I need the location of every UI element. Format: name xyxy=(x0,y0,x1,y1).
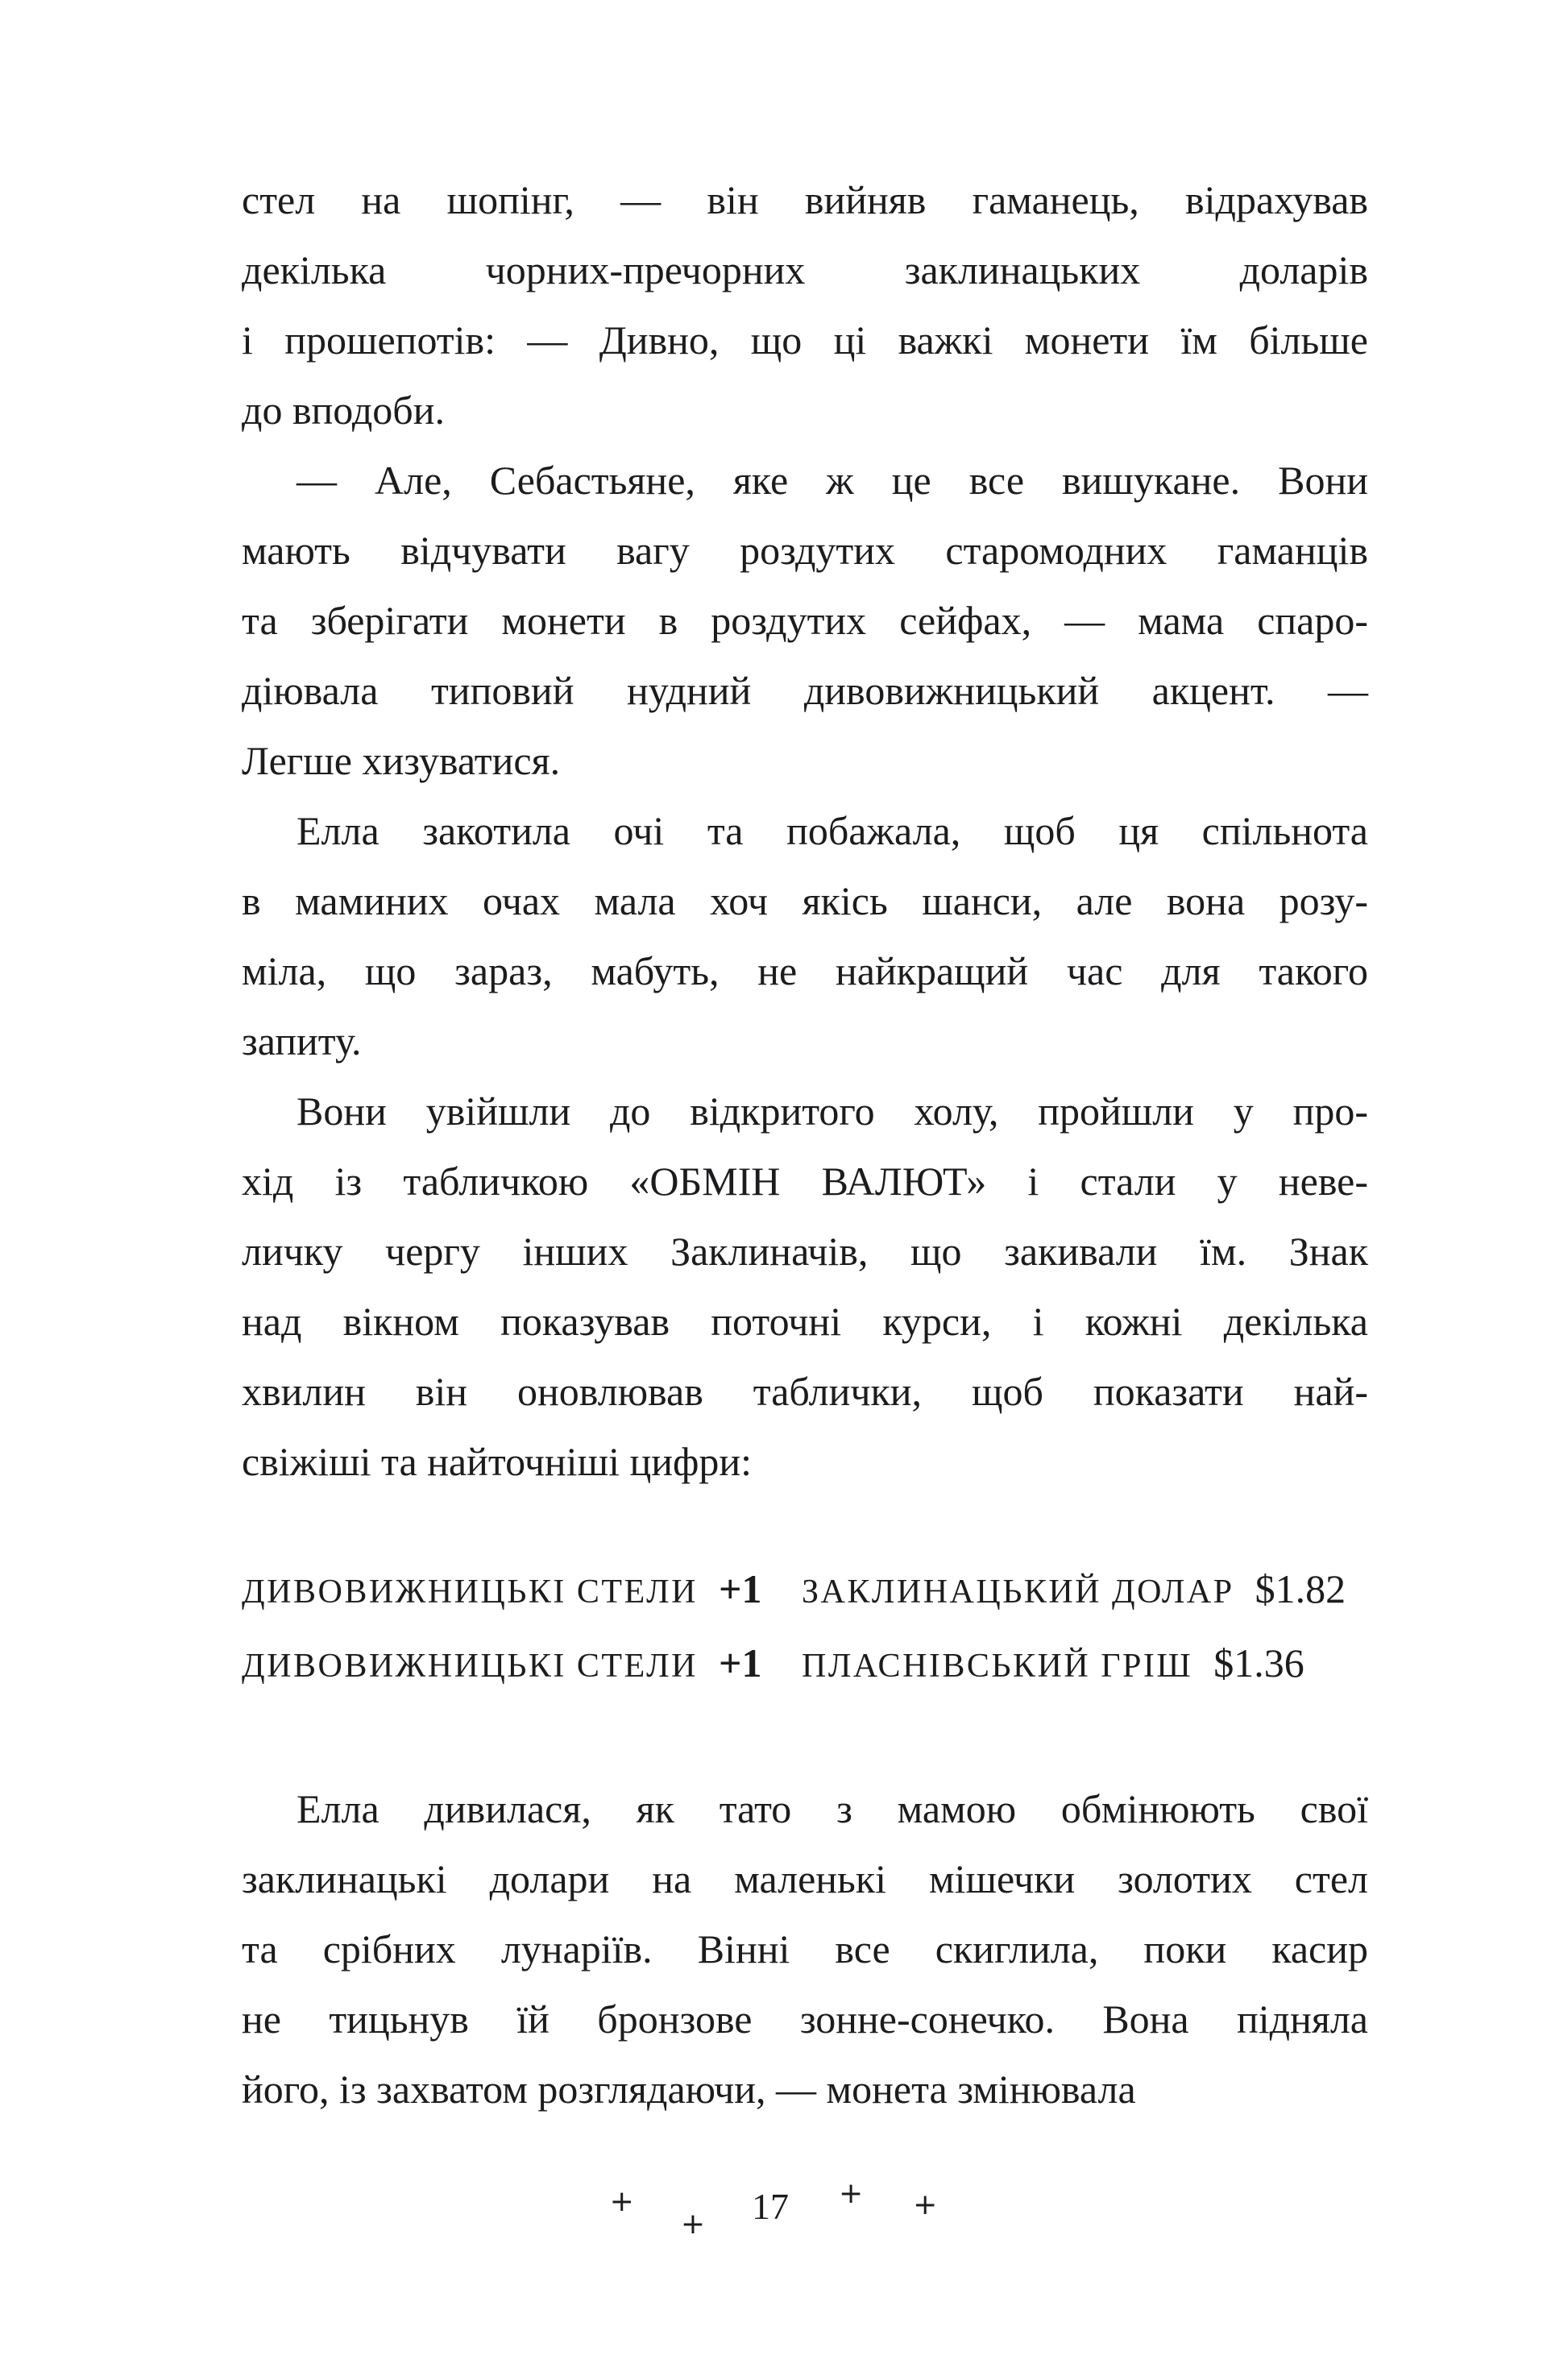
rate-pair-left xyxy=(242,1627,802,1702)
paragraph-3 xyxy=(242,796,1368,1076)
text-line: в маминих очах мала хоч якісь шанси, але вона розу- xyxy=(242,878,1368,923)
page-footer xyxy=(0,2176,1547,2241)
paragraph-1 xyxy=(242,165,1368,446)
text-line: та зберігати монети в роздутих сейфах, — мама спаро- xyxy=(242,598,1368,643)
text-line: мають відчувати вагу роздутих старомодних гаманців xyxy=(242,528,1368,573)
text-line: Елла закотила очі та побажала, щоб ця спільнота xyxy=(297,808,1368,853)
paragraph-5 xyxy=(242,1774,1368,2125)
currency-name-dollar: ЗАКЛИНАЦЬКИЙ ДОЛАР xyxy=(802,1574,1234,1611)
text-line: запиту. xyxy=(242,1018,362,1064)
rate-pair-right xyxy=(802,1627,1368,1702)
sparkle-icon: + xyxy=(839,2176,864,2210)
paragraph-4 xyxy=(242,1076,1368,1497)
text-line: декілька чорних-пречорних заклинацьких доларів xyxy=(242,247,1368,292)
text-line: стел на шопінг, — він вийняв гаманець, відрахував xyxy=(242,177,1368,222)
currency-name-grish: ПЛАСНІВСЬКИЙ ГРІШ xyxy=(802,1648,1193,1685)
currency-amount-grish: $1.36 xyxy=(1213,1640,1304,1685)
page-text-column xyxy=(242,165,1368,2125)
currency-amount-stelas: +1 xyxy=(719,1640,762,1685)
paragraph-2 xyxy=(242,446,1368,796)
text-line: та срібних лунаріїв. Вінні все скиглила, поки касир xyxy=(242,1926,1368,1972)
exchange-rate-row-2 xyxy=(242,1627,1368,1702)
rate-pair-right xyxy=(802,1553,1368,1627)
text-line: його, із захватом розглядаючи, — монета змінювала xyxy=(242,2067,1136,2112)
text-line: до вподоби. xyxy=(242,388,446,433)
text-line: діювала типовий нудний дивовижницький акцент. — xyxy=(242,668,1368,713)
text-line: над вікном показував поточні курси, і кожні декілька xyxy=(242,1299,1368,1344)
exchange-rate-table xyxy=(242,1553,1368,1702)
currency-name-stelas: ДИВОВИЖНИЦЬКІ СТЕЛИ xyxy=(242,1648,698,1685)
page-number: 17 xyxy=(752,2186,789,2227)
text-line: хвилин він оновлював таблички, щоб показати най- xyxy=(242,1369,1368,1414)
text-line: личку чергу інших Заклиначів, що закивали їм. Знак xyxy=(242,1229,1368,1274)
currency-amount-dollar: $1.82 xyxy=(1255,1566,1346,1611)
text-line: заклинацькі долари на маленькі мішечки золотих стел xyxy=(242,1856,1368,1901)
currency-name-stelas: ДИВОВИЖНИЦЬКІ СТЕЛИ xyxy=(242,1574,698,1611)
text-line: хід із табличкою «ОБМІН ВАЛЮТ» і стали у неве- xyxy=(242,1159,1368,1204)
text-line: свіжіші та найточніші цифри: xyxy=(242,1439,753,1484)
text-line: Вони увійшли до відкритого холу, пройшли у про- xyxy=(297,1088,1368,1134)
text-line: — Але, Себастьяне, яке ж це все вишукане. Вони xyxy=(297,458,1368,503)
exchange-rate-row-1 xyxy=(242,1553,1368,1627)
text-line: і прошепотів: — Дивно, що ці важкі монети їм більше xyxy=(242,317,1368,363)
sparkle-icon: + xyxy=(680,2207,705,2241)
sparkle-icon: + xyxy=(913,2187,938,2221)
text-line: Елла дивилася, як тато з мамою обмінюють свої xyxy=(297,1786,1368,1831)
rate-pair-left xyxy=(242,1553,802,1627)
currency-amount-stelas: +1 xyxy=(719,1566,762,1611)
text-line: міла, що зараз, мабуть, не найкращий час для такого xyxy=(242,948,1368,993)
text-line: не тицьнув їй бронзове зонне-сонечко. Вона підняла xyxy=(242,1996,1368,2042)
sparkle-icon: + xyxy=(609,2184,634,2218)
text-line: Легше хизуватися. xyxy=(242,738,561,783)
